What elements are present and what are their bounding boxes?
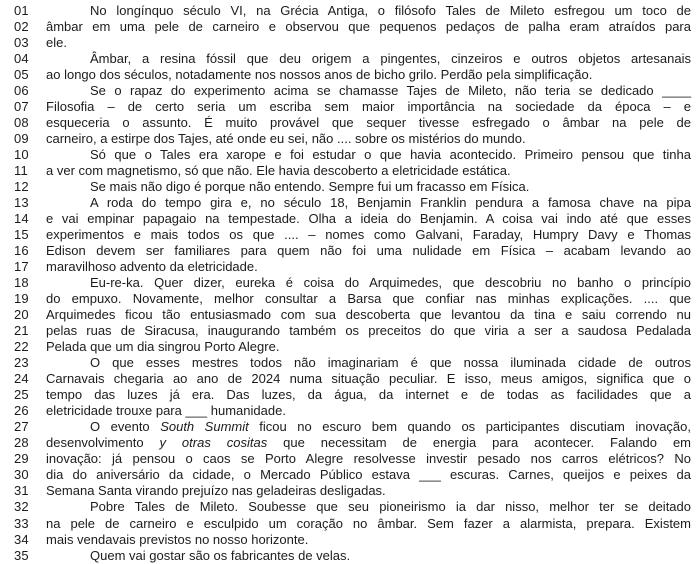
line-text [46, 323, 691, 339]
text-segment: carneiro, a estirpe dos Tajes, até onde eu sei, não .... sobre os mistérios do mundo. [46, 131, 526, 147]
line-text [46, 483, 691, 499]
line-text [46, 211, 691, 227]
text-line [14, 99, 691, 115]
text-line [14, 211, 691, 227]
line-text [46, 355, 691, 371]
line-number: 22 [14, 339, 29, 355]
text-segment: A roda do tempo gira e, no século 18, Benjamin Franklin pendura a famosa chave na pipa [90, 195, 691, 211]
line-text [46, 307, 691, 323]
text-line [14, 291, 691, 307]
line-number: 28 [14, 435, 29, 451]
text-line [14, 451, 691, 467]
line-text [46, 275, 691, 291]
line-number: 08 [14, 115, 29, 131]
text-segment: do empuxo. Novamente, melhor consultar a Barsa que confiar nas minhas explicações. .... que [46, 291, 691, 307]
text-segment: mais vendavais previstos no nosso horizonte. [46, 531, 309, 547]
text-line [14, 147, 691, 163]
text-line [14, 35, 691, 51]
text-line [14, 371, 691, 387]
line-number: 15 [14, 227, 29, 243]
text-line [14, 179, 691, 195]
text-segment: ao longo dos séculos, notadamente nos nossos anos de bicho grilo. Perdão pela simplificação. [46, 67, 593, 83]
text-line [14, 163, 691, 179]
line-number: 18 [14, 275, 29, 291]
text-line [14, 483, 691, 499]
line-number: 30 [14, 467, 29, 483]
text-line [14, 548, 691, 564]
line-number: 05 [14, 67, 29, 83]
text-line [14, 195, 691, 211]
text-line [14, 419, 691, 435]
text-line [14, 3, 691, 19]
line-number: 09 [14, 131, 29, 147]
line-number: 34 [14, 531, 29, 547]
line-number: 20 [14, 307, 29, 323]
line-text [46, 548, 691, 564]
text-line [14, 532, 691, 548]
line-number: 01 [14, 3, 29, 18]
line-number: 33 [14, 515, 29, 531]
text-segment: eletricidade trouxe para ___ humanidade. [46, 403, 286, 419]
text-segment: âmbar em uma pele de carneiro e observou que pequenos pedaços de palha eram atraídos para [46, 19, 691, 35]
line-text [46, 99, 691, 115]
line-text [46, 467, 691, 483]
text-line [14, 115, 691, 131]
line-text [46, 243, 691, 259]
line-text [46, 163, 691, 179]
line-text [46, 195, 691, 211]
text-segment: Se mais não digo é porque não entendo. Sempre fui um fracasso em Física. [90, 179, 530, 195]
line-number: 27 [14, 419, 29, 435]
line-text [46, 435, 691, 451]
line-text [46, 115, 691, 131]
text-segment: ele. [46, 35, 67, 51]
text-line [14, 339, 691, 355]
text-segment: Quem vai gostar são os fabricantes de velas. [90, 547, 351, 563]
line-text [46, 291, 691, 307]
line-number: 16 [14, 243, 29, 259]
line-text [46, 259, 691, 275]
line-text [46, 499, 691, 515]
line-number: 23 [14, 355, 29, 371]
text-line [14, 227, 691, 243]
line-text [46, 19, 691, 35]
line-number: 17 [14, 259, 29, 275]
text-line [14, 19, 691, 35]
text-segment: Eu-re-ka. Quer dizer, eureka é coisa do Arquimedes, que descobriu no banho o princípio [90, 275, 691, 291]
line-text [46, 451, 691, 467]
text-line [14, 323, 691, 339]
text-segment: Semana Santa virando prejuízo nas geladeiras desligadas. [46, 483, 386, 499]
text-segment: O evento [90, 419, 161, 435]
line-text [46, 516, 691, 532]
line-number: 02 [14, 19, 29, 35]
line-number: 26 [14, 403, 29, 419]
line-text [46, 67, 691, 83]
line-number: 13 [14, 195, 29, 211]
text-segment: tempo das luzes já era. Das luzes, da água, da internet e de todas as facilidades que a [46, 387, 691, 403]
text-line [14, 131, 691, 147]
line-number: 29 [14, 451, 29, 467]
line-text [46, 131, 691, 147]
text-segment: Pelada que um dia singrou Porto Alegre. [46, 339, 280, 355]
line-text [46, 371, 691, 387]
line-text [46, 419, 691, 435]
text-line [14, 387, 691, 403]
text-line [14, 355, 691, 371]
text-segment: O que esses mestres todos não imaginariam é que nossa iluminada cidade de outros [90, 355, 691, 371]
line-number: 07 [14, 99, 29, 115]
line-number: 04 [14, 51, 29, 67]
line-text [46, 179, 691, 195]
text-segment: Pobre Tales de Mileto. Soubesse que seu pioneirismo ia dar nisso, melhor ter se deitado [90, 499, 691, 515]
line-number: 03 [14, 35, 29, 51]
line-number: 21 [14, 323, 29, 339]
text-line [14, 499, 691, 515]
text-segment: Edison devem ser familiares para quem não foi uma nulidade em Física – acabam levando ao [46, 243, 691, 259]
text-segment: Se o rapaz do experimento acima se chamasse Tajes de Mileto, não teria se dedicado ____ [90, 83, 691, 99]
line-text [46, 35, 691, 51]
text-line [14, 243, 691, 259]
text-segment: pelas ruas de Siracusa, inaugurando também os preceitos do que viria a ser a saudosa Pedalada [46, 323, 691, 339]
line-text [46, 51, 691, 67]
text-body [14, 3, 691, 564]
text-line [14, 516, 691, 532]
line-number: 14 [14, 211, 29, 227]
line-text [46, 387, 691, 403]
line-number: 25 [14, 387, 29, 403]
italic-text: y otras cositas [159, 435, 268, 451]
text-line [14, 51, 691, 67]
line-number: 32 [14, 499, 29, 515]
text-line [14, 83, 691, 99]
line-text [46, 532, 691, 548]
line-number: 06 [14, 83, 29, 99]
line-text [46, 227, 691, 243]
text-segment: Âmbar, a resina fóssil que deu origem a pingentes, cinzeiros e outros objetos artesanais [90, 51, 691, 67]
line-text [46, 83, 691, 99]
text-line [14, 259, 691, 275]
text-segment: Só que o Tales era xarope e foi estudar o que havia acontecido. Primeiro pensou que tinha [90, 147, 691, 163]
text-segment: ficou no escuro bem quando os participantes discutiam inovação, [248, 419, 691, 435]
text-line [14, 67, 691, 83]
line-number: 24 [14, 371, 29, 387]
text-segment: inovação: já pensou o caos se Porto Alegre resolvesse investir pesado nos carros elétricos? No [46, 451, 691, 467]
text-segment: Filosofia – de certo seria um escriba sem maior importância na sociedade da época – e [46, 99, 691, 115]
text-segment: desenvolvimento [46, 435, 160, 451]
line-number: 19 [14, 291, 29, 307]
text-segment: maravilhoso advento da eletricidade. [46, 259, 258, 275]
text-line [14, 307, 691, 323]
line-number: 31 [14, 483, 29, 499]
text-segment: No longínquo século VI, na Grécia Antiga, o filósofo Tales de Mileto esfregou um toco de [90, 3, 691, 18]
text-segment: experimentos e mais todos os que .... – nomes como Galvani, Faraday, Humpry Davy e Thomas [46, 227, 691, 243]
text-segment: dia do aniversário da cidade, o Mercado Público estava ___ escuras. Carnes, queijos e peixes da [46, 467, 691, 483]
text-segment: esqueceria o assunto. É muito provável que sequer tivesse esfregado o âmbar na pele de [46, 115, 691, 131]
line-text [46, 3, 691, 19]
line-number: 10 [14, 147, 29, 163]
text-segment: a ver com magnetismo, só que não. Ele havia descoberto a eletricidade estática. [46, 163, 511, 179]
line-text [46, 339, 691, 355]
text-segment: que necessitam de energia para acontecer. Falando em [267, 435, 692, 451]
line-number: 11 [14, 163, 28, 179]
text-segment: na pele de carneiro e esculpido um coração no âmbar. Sem fazer a alarmista, prepara. Existem [46, 515, 691, 531]
text-line [14, 435, 691, 451]
line-text [46, 147, 691, 163]
italic-text: South Summit [160, 419, 249, 435]
line-number: 35 [14, 547, 29, 563]
line-number: 12 [14, 179, 29, 195]
text-line [14, 403, 691, 419]
text-segment: Carnavais chegaria ao ano de 2024 numa situação peculiar. E isso, meus amigos, significa que o [46, 371, 691, 387]
text-segment: Arquimedes ficou tão entusiasmado com sua descoberta que levantou da tina e saiu correndo nu [46, 307, 691, 323]
text-segment: e vai empinar papagaio na tempestade. Olha a ideia do Benjamin. A coisa vai indo até que esses [46, 211, 691, 227]
text-line [14, 467, 691, 483]
text-line [14, 275, 691, 291]
line-text [46, 403, 691, 419]
